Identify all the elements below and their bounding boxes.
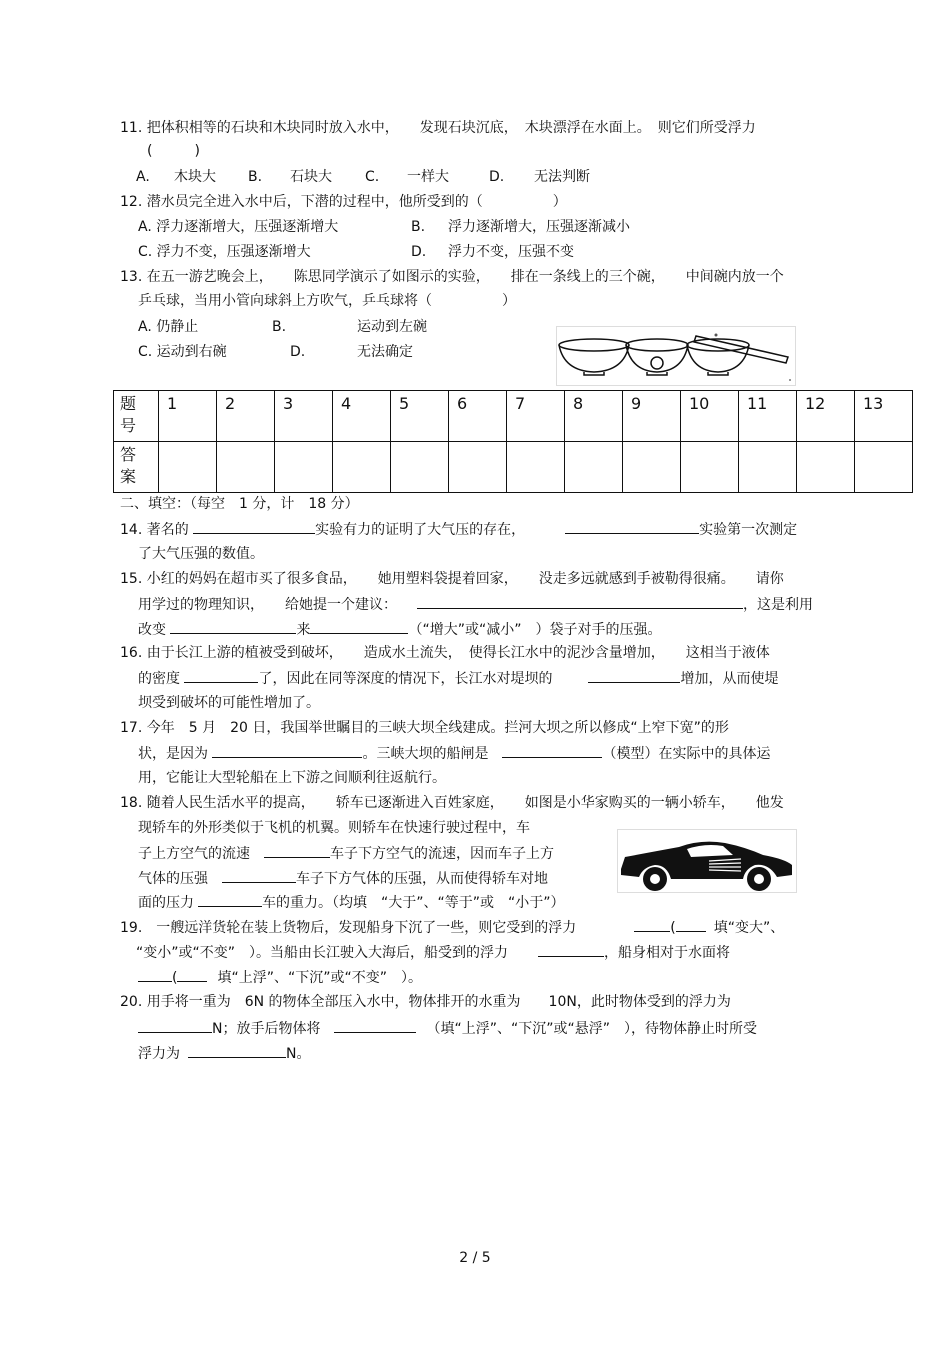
q15-line3: 改变 来 （“增大”或“减小” ）袋子对手的压强。 bbox=[138, 619, 661, 639]
q12-option-b-letter: B. bbox=[411, 219, 426, 235]
question-number-cell: 11 bbox=[739, 391, 797, 442]
table-header-question-number: 题 号 bbox=[114, 391, 159, 442]
q11-option-c-letter: C. bbox=[365, 169, 380, 185]
q13-option-d-letter: D. bbox=[290, 344, 306, 360]
answer-table-number-row bbox=[114, 391, 913, 442]
q14-line1: 14. 著名的 实验有力的证明了大气压的存在， 实验第一次测定 bbox=[120, 519, 797, 539]
page-number: 2 / 5 bbox=[459, 1250, 491, 1266]
answer-cell[interactable] bbox=[623, 442, 681, 493]
q11-option-b-text: 石块大 bbox=[290, 169, 332, 185]
ping-pong-ball bbox=[651, 357, 663, 369]
q12-option-c: C. 浮力不变，压强逐渐增大 bbox=[138, 244, 311, 260]
q18-blank-pressure[interactable] bbox=[222, 868, 296, 883]
q11-option-d-text: 无法判断 bbox=[534, 169, 590, 185]
q18-line3: 子上方空气的流速 车子下方空气的流速，因而车子上方 bbox=[138, 843, 554, 863]
q16-blank-pressure[interactable] bbox=[588, 668, 680, 683]
q18-line5: 面的压力 车的重力。（均填 “大于”、“等于”或 “小于”） bbox=[138, 892, 565, 912]
q13-option-d: 无法确定 bbox=[357, 344, 413, 360]
question-number-cell: 2 bbox=[217, 391, 275, 442]
question-number-cell: 10 bbox=[681, 391, 739, 442]
q14-line2: 了大气压强的数值。 bbox=[138, 546, 264, 562]
q13-line1: 13. 在五一游艺晚会上， 陈思同学演示了如图示的实验， 排在一条线上的三个碗， 中间碗内放一个 bbox=[120, 269, 784, 285]
question-number-cell: 13 bbox=[855, 391, 913, 442]
q11-option-a-text: 木块大 bbox=[174, 169, 216, 185]
question-number-cell: 4 bbox=[333, 391, 391, 442]
answer-cell[interactable] bbox=[275, 442, 333, 493]
q18-blank-speed[interactable] bbox=[264, 843, 330, 858]
answer-table bbox=[113, 390, 913, 493]
answer-cell[interactable] bbox=[333, 442, 391, 493]
answer-cell[interactable] bbox=[391, 442, 449, 493]
q15-line1: 15. 小红的妈妈在超市买了很多食品， 她用塑料袋提着回家， 没走多远就感到手被勒得很痛。 请你 bbox=[120, 571, 784, 587]
q14-blank-2[interactable] bbox=[565, 519, 699, 534]
q18-line4: 气体的压强 车子下方气体的压强，从而使得轿车对地 bbox=[138, 868, 548, 888]
q16-line2: 的密度 了，因此在同等深度的情况下，长江水对堤坝的 增加，从而使堤 bbox=[138, 668, 778, 688]
q17-line3: 用，它能让大型轮船在上下游之间顺利往返航行。 bbox=[138, 770, 446, 786]
q11-line2: ( ) bbox=[147, 143, 200, 159]
answer-cell[interactable] bbox=[449, 442, 507, 493]
q11-option-d-letter: D. bbox=[489, 169, 505, 185]
question-number-cell: 9 bbox=[623, 391, 681, 442]
answer-cell[interactable] bbox=[855, 442, 913, 493]
q12-option-a: A. 浮力逐渐增大，压强逐渐增大 bbox=[138, 219, 339, 235]
q15-blank-change[interactable] bbox=[170, 619, 296, 634]
question-number-cell: 7 bbox=[507, 391, 565, 442]
q20-line2: N；放手后物体将 （填“上浮”、“下沉”或“悬浮” ），待物体静止时所受 bbox=[138, 1018, 757, 1038]
answer-table-answer-row bbox=[114, 442, 913, 493]
answer-cell[interactable] bbox=[217, 442, 275, 493]
q17-line2: 状，是因为 。三峡大坝的船闸是 （模型）在实际中的具体运 bbox=[138, 743, 770, 763]
q18-blank-force[interactable] bbox=[198, 892, 262, 907]
answer-cell[interactable] bbox=[739, 442, 797, 493]
three-bowls-figure bbox=[556, 326, 796, 386]
section-fill-in-heading: 二、填空：（每空 1 分，计 18 分） bbox=[120, 496, 359, 512]
q15-blank-effect[interactable] bbox=[310, 619, 408, 634]
answer-cell[interactable] bbox=[159, 442, 217, 493]
q12-line1: 12. 潜水员完全进入水中后，下潜的过程中，他所受到的（ ） bbox=[120, 194, 567, 210]
answer-cell[interactable] bbox=[681, 442, 739, 493]
q16-blank-density[interactable] bbox=[184, 668, 258, 683]
q17-line1: 17. 今年 5 月 20 日，我国举世瞩目的三峡大坝全线建成。拦河大坝之所以修成“上窄下宽”的形 bbox=[120, 720, 729, 736]
q15-line2: 用学过的物理知识， 给她提一个建议： ，这是利用 bbox=[138, 594, 813, 614]
q16-line3: 坝受到破坏的可能性增加了。 bbox=[138, 695, 320, 711]
middle-bowl-rim bbox=[626, 339, 688, 351]
answer-cell[interactable] bbox=[507, 442, 565, 493]
question-number-cell: 6 bbox=[449, 391, 507, 442]
q13-option-b-letter: B. bbox=[272, 319, 287, 335]
q19-blank-buoyancy-sea[interactable] bbox=[538, 942, 604, 957]
q20-blank-buoyancy[interactable] bbox=[138, 1018, 212, 1033]
table-header-answer: 答 案 bbox=[114, 442, 159, 493]
q16-line1: 16. 由于长江上游的植被受到破坏， 造成水土流失， 使得长江水中的泥沙含量增加， 这相当于液体 bbox=[120, 645, 770, 661]
q17-blank-reason[interactable] bbox=[212, 743, 362, 758]
q15-blank-suggestion[interactable] bbox=[417, 594, 743, 609]
q19-blank-buoyancy[interactable] bbox=[634, 917, 670, 932]
question-number-cell: 8 bbox=[565, 391, 623, 442]
q12-option-b: 浮力逐渐增大，压强逐渐减小 bbox=[448, 219, 630, 235]
q11-line1: 11. 把体积相等的石块和木块同时放入水中， 发现石块沉底， 木块漂浮在水面上。 则它们所受浮力 bbox=[120, 120, 756, 136]
q20-blank-final-buoyancy[interactable] bbox=[188, 1043, 286, 1058]
q20-blank-motion[interactable] bbox=[334, 1018, 416, 1033]
q12-option-d: 浮力不变，压强不变 bbox=[448, 244, 574, 260]
q11-option-c-text: 一样大 bbox=[407, 169, 449, 185]
question-number-cell: 5 bbox=[391, 391, 449, 442]
q19-line3: ( 填“上浮”、“下沉”或“不变” ）。 bbox=[138, 967, 422, 987]
q18-line2: 现轿车的外形类似于飞机的机翼。则轿车在快速行驶过程中，车 bbox=[138, 820, 530, 836]
q11-option-b-letter: B. bbox=[248, 169, 263, 185]
question-number-cell: 1 bbox=[159, 391, 217, 442]
q19-line2: “变小”或“不变” ）。当船由长江驶入大海后，船受到的浮力 ，船身相对于水面将 bbox=[136, 942, 730, 962]
question-number-cell: 12 bbox=[797, 391, 855, 442]
answer-cell[interactable] bbox=[565, 442, 623, 493]
answer-cell[interactable] bbox=[797, 442, 855, 493]
q13-option-c: C. 运动到右碗 bbox=[138, 344, 227, 360]
q13-line2: 乒乓球，当用小管向球斜上方吹气，乒乓球将（ ） bbox=[138, 293, 516, 309]
q19-line1: 19. 一艘远洋货轮在装上货物后，发现船身下沉了一些，则它受到的浮力 ( 填“变大”、 bbox=[120, 917, 784, 937]
q17-blank-model[interactable] bbox=[502, 743, 602, 758]
sedan-car-figure bbox=[617, 829, 797, 893]
q18-line1: 18. 随着人民生活水平的提高， 轿车已逐渐进入百姓家庭， 如图是小华家购买的一辆小轿车， 他发 bbox=[120, 795, 784, 811]
q14-blank-1[interactable] bbox=[193, 519, 315, 534]
q12-option-d-letter: D. bbox=[411, 244, 427, 260]
q13-option-a: A. 仍静止 bbox=[138, 319, 199, 335]
question-number-cell: 3 bbox=[275, 391, 333, 442]
q13-option-b: 运动到左碗 bbox=[357, 319, 427, 335]
q11-option-a-letter: A. bbox=[136, 169, 150, 185]
left-bowl-rim bbox=[559, 339, 629, 351]
q20-line3: 浮力为 N。 bbox=[138, 1043, 310, 1063]
q20-line1: 20. 用手将一重为 6N 的物体全部压入水中，物体排开的水重为 10N，此时物体受到的浮力为 bbox=[120, 994, 731, 1010]
q19-blank-ship-motion[interactable] bbox=[138, 967, 172, 982]
